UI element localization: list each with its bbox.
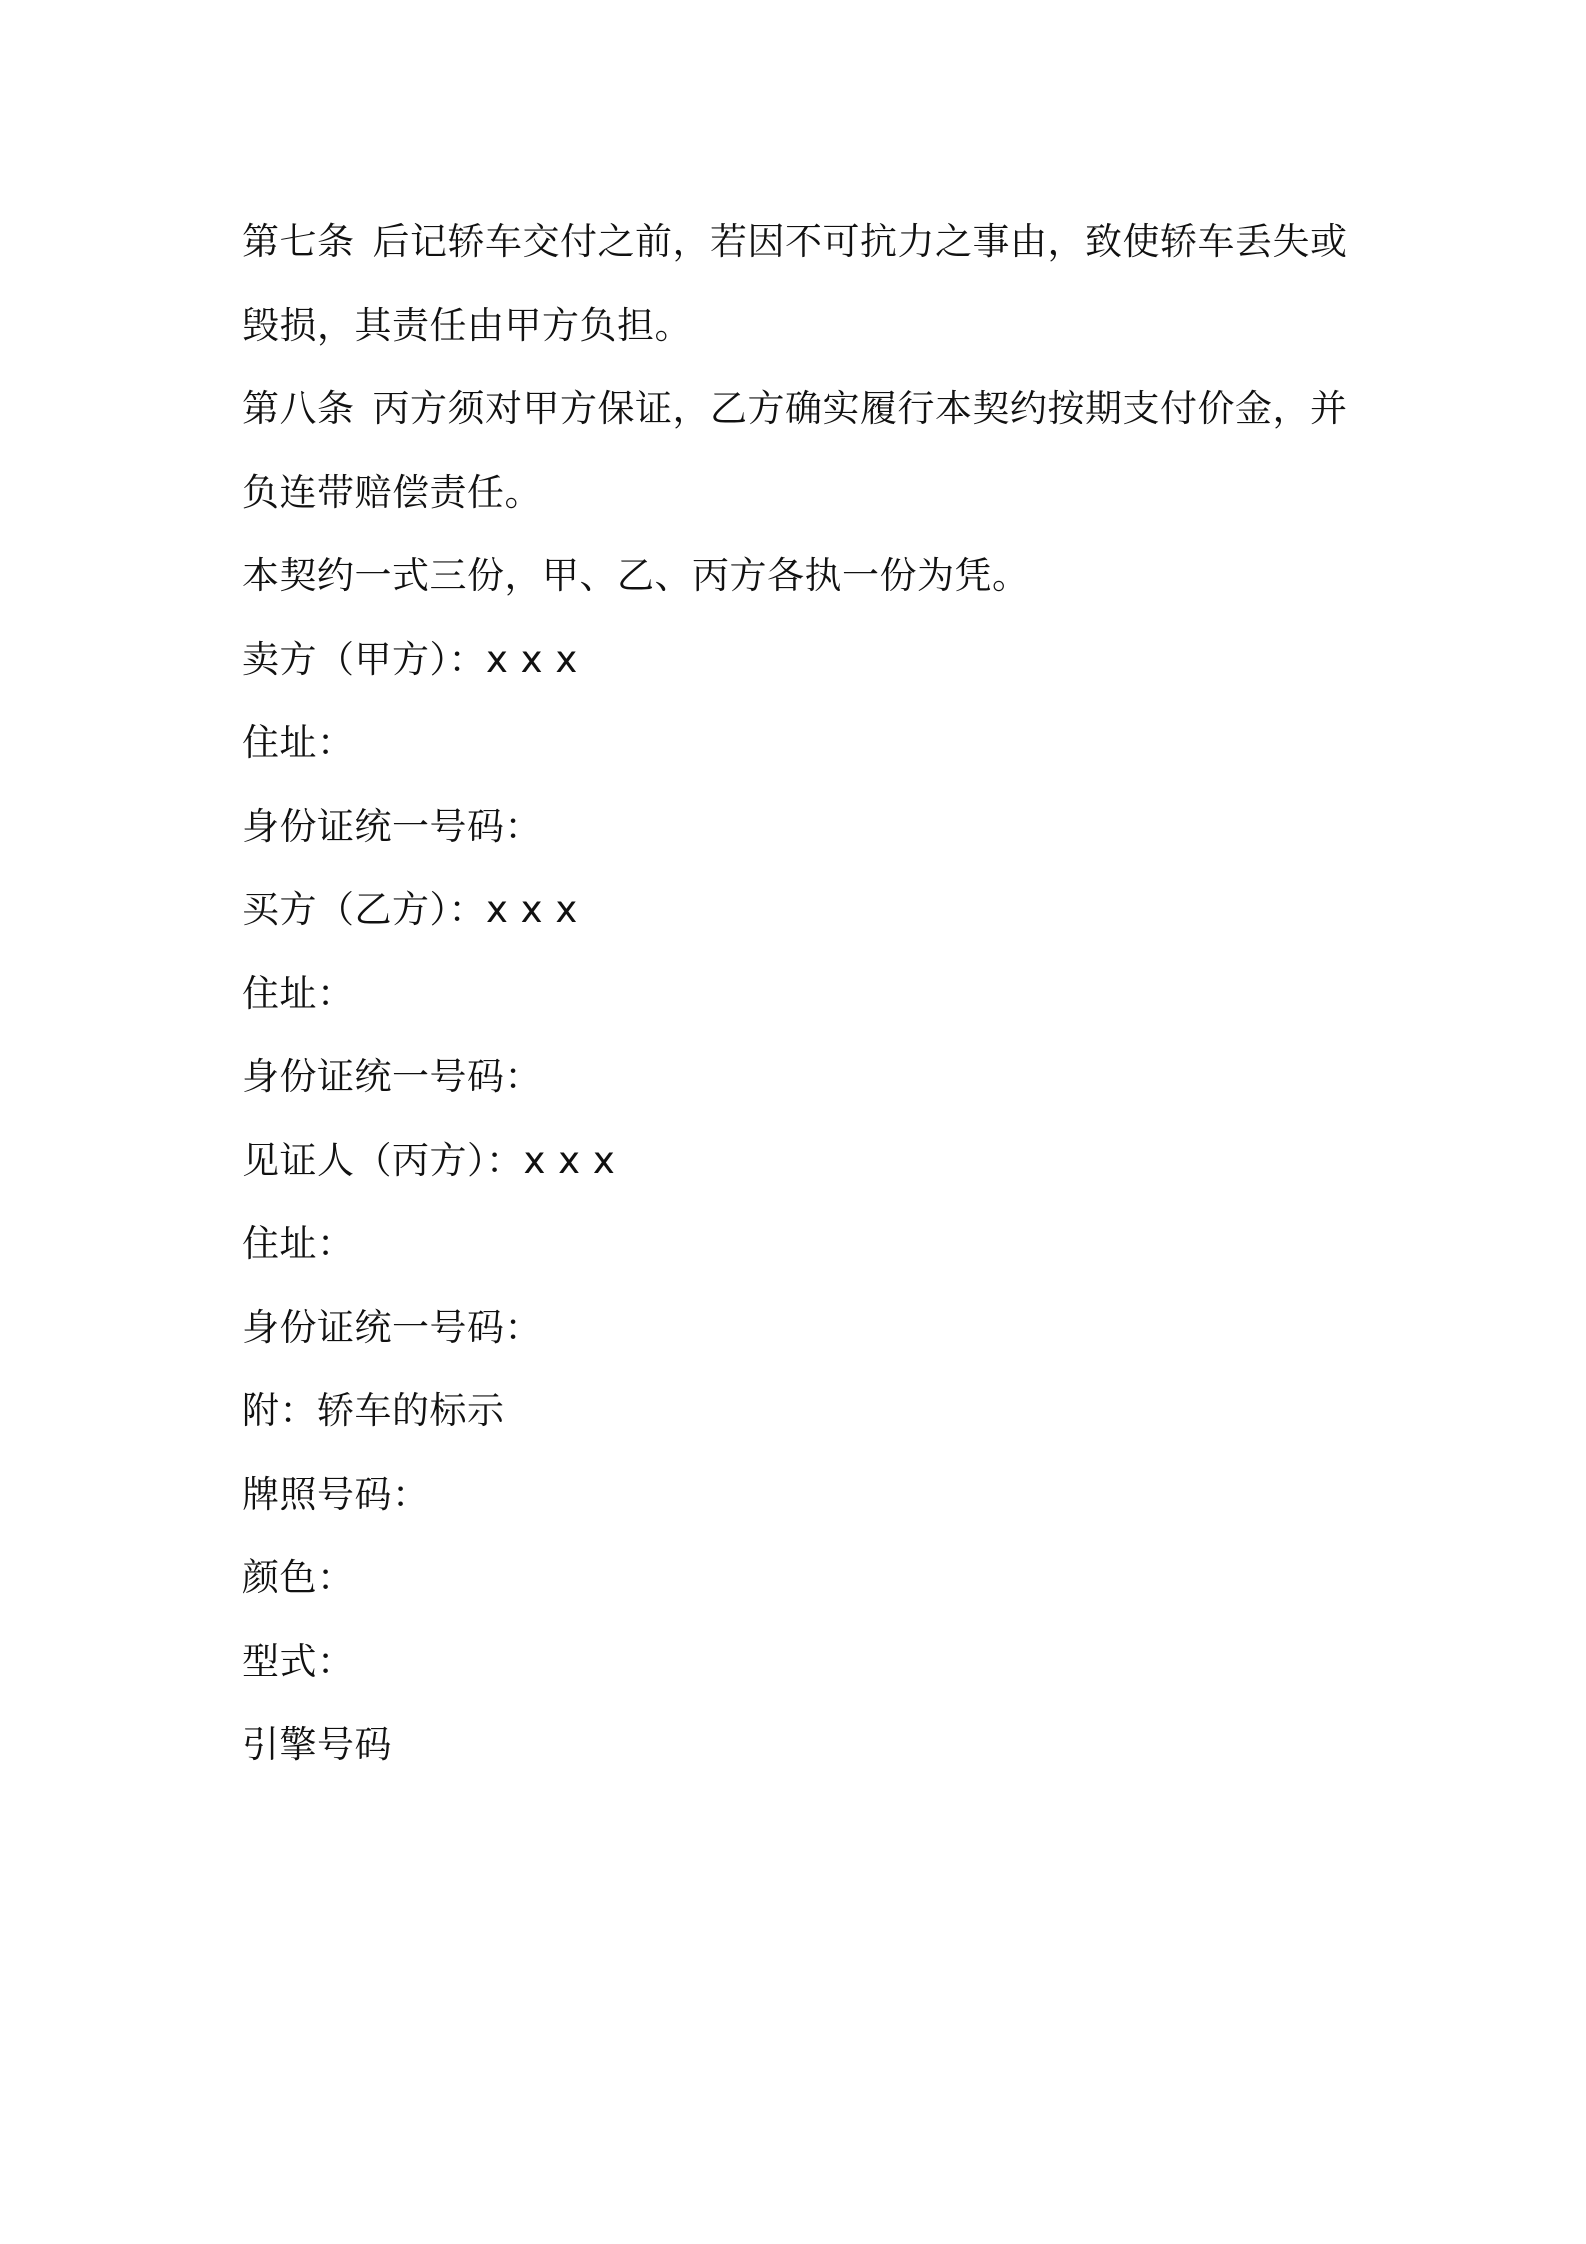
article-7-line-1: [242, 200, 1362, 284]
buyer-label: 买方（乙方）：x x x: [242, 888, 578, 931]
article-7-line-2: 毁损，其责任由甲方负担。: [242, 303, 692, 347]
article-8-line-1: [242, 367, 1362, 451]
appendix-engine-number: 引擎号码: [242, 1723, 392, 1766]
appendix-color: 颜色：: [242, 1556, 355, 1599]
article-7-text-1: 后记轿车交付之前，若因不可抗力之事由，致使轿车丢失或: [372, 220, 1348, 263]
buyer-address: 住址：: [242, 971, 355, 1015]
witness-label: 见证人（丙方）：x x x: [242, 1138, 616, 1182]
seller-label: 卖方（甲方）：x x x: [242, 637, 578, 681]
copies-clause: 本契约一式三份，甲、乙、丙方各执一份为凭。: [242, 554, 1030, 597]
article-7-number: 第七条: [242, 220, 355, 263]
article-8-number: 第八条: [242, 387, 355, 430]
article-8-text-1: 丙方须对甲方保证，乙方确实履行本契约按期支付价金，并: [372, 387, 1348, 430]
contract-body: [242, 200, 1362, 1787]
seller-id-number: 身份证统一号码：: [242, 804, 542, 848]
witness-id-number: 身份证统一号码：: [242, 1305, 542, 1349]
appendix-plate-number: 牌照号码：: [242, 1472, 430, 1516]
buyer-id-number: 身份证统一号码：: [242, 1055, 542, 1098]
appendix-model: 型式：: [242, 1639, 355, 1683]
article-8-line-2: 负连带赔偿责任。: [242, 470, 542, 514]
seller-address: 住址：: [242, 721, 355, 764]
appendix-title: 附：轿车的标示: [242, 1389, 505, 1432]
witness-address: 住址：: [242, 1222, 355, 1265]
